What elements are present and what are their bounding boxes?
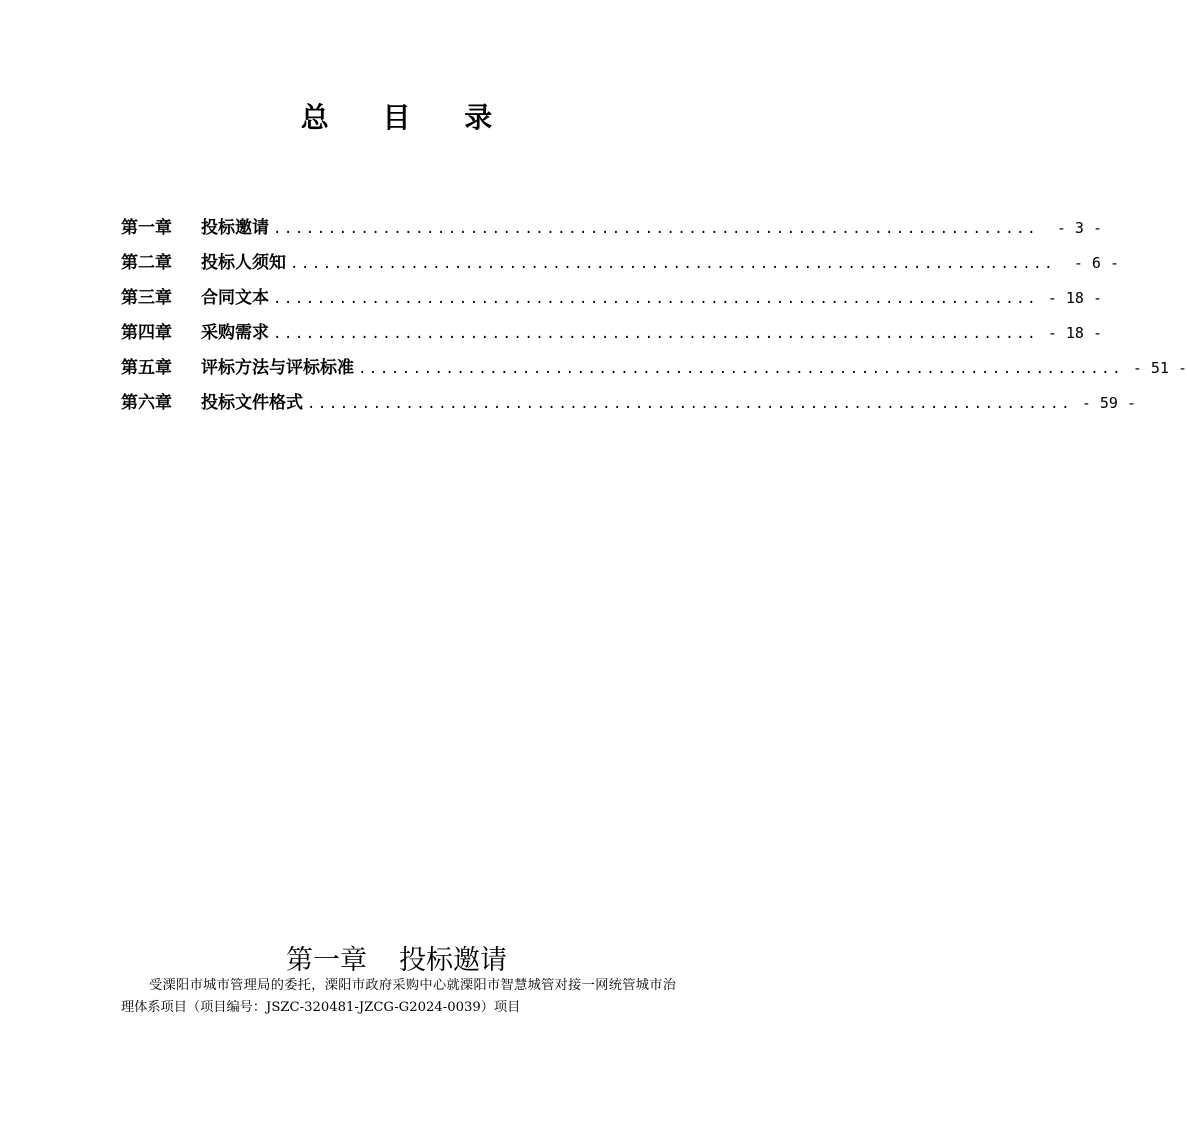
toc-page-number: - 51 - <box>1132 359 1187 377</box>
toc-entry[interactable] <box>121 320 1103 355</box>
toc-entry[interactable] <box>121 215 1103 250</box>
toc-leader-dots: ...................................................................... <box>358 361 1124 377</box>
toc-chapter-name: 投标邀请 <box>201 218 269 238</box>
intro-paragraph: 受溧阳市城市管理局的委托，溧阳市政府采购中心就溧阳市智慧城管对接一网统管城市治理体系项目（项目编号：JSZC-320481-JZCG-G2024-0039）项目 <box>121 978 676 1015</box>
toc-entry[interactable] <box>121 355 1187 390</box>
toc-chapter-number: 第一章 <box>121 218 172 238</box>
chapter-title: 投标邀请 <box>399 945 507 976</box>
toc-chapter-number: 第二章 <box>121 253 172 273</box>
toc-leader-dots: ...................................................................... <box>307 396 1073 412</box>
toc-page-number: - 6 - <box>1073 254 1120 272</box>
toc-entry[interactable] <box>121 250 1120 285</box>
toc-page-number: - 18 - <box>1047 289 1103 307</box>
chapter-number: 第一章 <box>286 945 367 976</box>
toc-chapter-number: 第六章 <box>121 393 172 413</box>
toc-chapter-name: 投标人须知 <box>201 253 286 273</box>
toc-chapter-name: 合同文本 <box>201 288 269 308</box>
toc-leader-dots: ...................................................................... <box>273 291 1039 307</box>
toc-leader-dots: ...................................................................... <box>290 256 1056 272</box>
toc-page-number: - 59 - <box>1081 394 1137 412</box>
toc-chapter-number: 第三章 <box>121 288 172 308</box>
toc-chapter-name: 评标方法与评标标准 <box>201 358 354 378</box>
toc-page-number: - 18 - <box>1047 324 1103 342</box>
toc-entry[interactable] <box>121 285 1103 320</box>
toc-chapter-number: 第五章 <box>121 358 172 378</box>
toc-page-number: - 3 - <box>1056 219 1103 237</box>
toc-leader-dots: ...................................................................... <box>273 326 1039 342</box>
toc-chapter-name: 采购需求 <box>201 323 269 343</box>
toc-list <box>121 215 1187 425</box>
toc-chapter-name: 投标文件格式 <box>201 393 303 413</box>
toc-leader-dots: ...................................................................... <box>273 221 1039 237</box>
toc-entry[interactable] <box>121 390 1137 425</box>
chapter-heading <box>0 938 793 977</box>
toc-title: 总 目 录 <box>300 101 515 134</box>
toc-chapter-number: 第四章 <box>121 323 172 343</box>
